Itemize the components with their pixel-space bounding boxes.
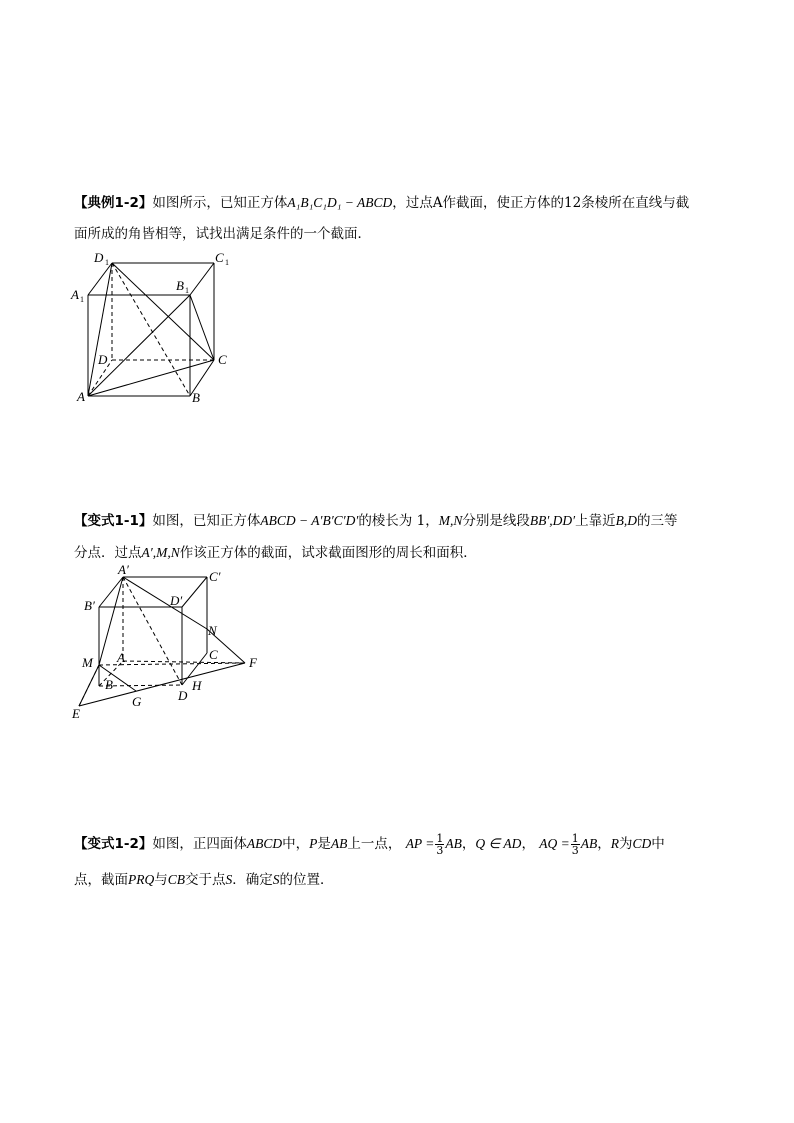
label-B-bottom: B [105,677,113,692]
p3-text-e: ， [597,836,611,852]
p3-sep-2: ， [521,836,535,852]
label-D: D [98,352,108,367]
label-C: C [218,352,227,367]
p3-eq1-lhs: AP = [405,836,435,851]
label-G: G [132,694,142,709]
p3-text-f: 为 [618,836,633,852]
problem-1-text-b: ，过点A作截面，使正方体的12条棱所在直线与截 [392,195,690,211]
label-N: N [208,623,217,638]
p3-eq1-fraction [435,833,444,856]
p3-text-d: 上一点， [347,836,402,852]
p3-math-4: R [610,836,619,851]
p3-text-g: 中 [651,836,665,852]
problem-3-tag: 【变式1-2】 [74,836,153,852]
p3-text-a: 如图，正四面体 [152,836,247,852]
p3-math-9: S [272,872,280,887]
p3-math-7: CB [167,872,186,887]
p3-text-c: 是 [317,836,331,852]
label-C-prime: C′ [209,569,221,584]
problem-3-line-2 [74,862,724,898]
p3-eq2-lhs: AQ = [539,836,570,851]
p3-text-k: ．确定 [232,872,273,888]
problem-1-tag: 【典例1-2】 [74,195,153,211]
label-B: B [192,390,200,405]
p3-eq1-rhs: AB [445,836,462,851]
problem-2-text-e: 的三等 [636,513,678,529]
problem-1-text: 如图所示，已知正方体 [152,195,288,211]
p3-math-5: CD [632,836,652,851]
label-A: A [77,389,85,404]
label-C1: C [215,250,224,265]
problem-2-text-d: 上靠近 [575,513,616,529]
p3-sep-1: ， [461,836,476,852]
label-A-bottom: A [117,650,125,665]
problem-1 [74,187,724,250]
label-A1-sub: 1 [80,295,84,304]
label-C1-sub: 1 [225,258,229,267]
label-H: H [192,678,202,693]
label-E: E [72,706,80,721]
problem-2-text-c: 分别是线段 [462,513,530,529]
label-B1-sub: 1 [185,286,189,295]
label-A-prime: A′ [118,562,129,577]
label-D-prime: D′ [170,593,183,608]
label-F: F [249,655,257,670]
label-C-bottom: C [209,647,218,662]
problem-2-tag: 【变式1-1】 [74,513,153,529]
problem-2-text-a: 如图，已知正方体 [152,513,261,529]
p3-text-h: 点，截面 [74,872,128,888]
p3-text-j: 交于点 [185,872,226,888]
problem-2-text-g: 作该正方体的截面，试求截面图形的周长和面积． [179,545,477,561]
problem-2-math-1: ABCD − A′B′C′D′ [260,513,359,528]
p3-eq2-fraction [571,833,580,856]
problem-2-text-b: 的棱长为 1， [358,513,439,529]
label-D1-sub: 1 [105,258,109,267]
problem-1-line-2: 面所成的角皆相等，试找出满足条件的一个截面． [74,226,371,242]
problem-3 [74,826,724,898]
label-D-bottom: D [178,688,188,703]
problem-2-math-4: B,D [615,513,637,528]
label-M: M [82,655,93,670]
figure-cube-1 [60,245,250,415]
p3-text-l: 的位置． [279,872,334,888]
problem-1-line-1 [74,187,724,219]
p3-text-b: 中， [282,836,310,852]
p3-eq2-den: 3 [571,844,579,857]
p3-math-3: AB [330,836,348,851]
p3-math-6: PRQ [128,872,155,887]
label-B-prime: B′ [84,598,95,613]
label-B1: B [176,278,184,293]
problem-2-line-1 [74,505,724,537]
p3-math-8: S [225,872,233,887]
p3-eq2-num: 1 [571,832,579,845]
figure-cube-2 [70,562,270,725]
p3-text-i: 与 [154,872,168,888]
problem-2-math-5: A′,M,N [141,545,180,560]
problem-3-line-1 [74,826,724,862]
problem-2-math-2: M,N [438,513,463,528]
p3-eq1-den: 3 [436,844,444,857]
p3-eq2-rhs: AB [580,836,598,851]
p3-math-1: ABCD [246,836,283,851]
p3-q-in: Q ∈ AD [475,836,522,851]
problem-2-text-f: 分点．过点 [74,545,142,561]
problem-1-math: A₁B₁C₁D₁ − ABCD [287,195,393,210]
p3-eq1-num: 1 [436,832,444,845]
label-A1: A [71,287,79,302]
label-D1: D [94,250,104,265]
p3-math-2: P [309,836,318,851]
problem-2-math-3: BB′,DD′ [529,513,576,528]
problem-2 [74,505,724,569]
